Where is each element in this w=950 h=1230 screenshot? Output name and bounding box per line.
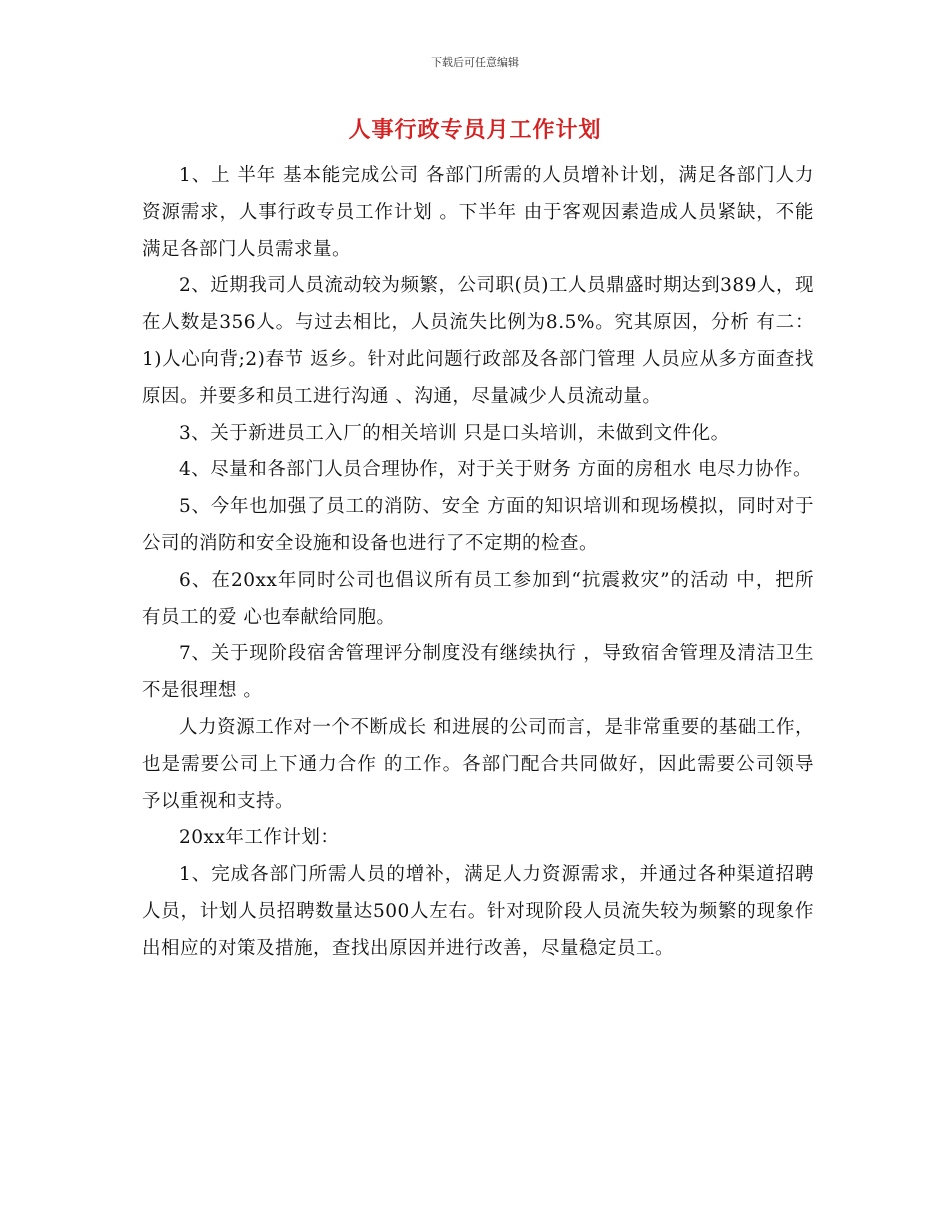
paragraph-8: 人力资源工作对一个不断成长 和进展的公司而言，是非常重要的基础工作，也是需要公司上下通力合作 的工作。各部门配合共同做好，因此需要公司领导 予以重视和支持。	[142, 716, 814, 812]
paragraph-3: 3、关于新进员工入厂的相关培训 只是口头培训，未做到文件化。	[179, 422, 730, 444]
document-body	[142, 158, 814, 968]
paragraph-4: 4、尽量和各部门人员合理协作，对于关于财务 方面的房租水 电尽力协作。	[179, 459, 813, 481]
document-title: 人事行政专员月工作计划	[348, 117, 602, 143]
paragraph-5: 5、今年也加强了员工的消防、安全 方面的知识培训和现场模拟，同时对于公司的消防和安全设施和设备也进行了不定期的检查。	[142, 496, 814, 554]
paragraph-7: 7、关于现阶段宿舍管理评分制度没有继续执行 ，导致宿舍管理及清洁卫生不是很理想 。	[142, 643, 814, 702]
paragraph-2: 2、近期我司人员流动较为频繁，公司职(员)工人员鼎盛时期达到389人，现在人数是356人。与过去相比，人员流失比例为8.5%。究其原因，分析 有二：1)人心向背;2)春节 返乡。针对此问题行政部及各部门管理 人员应从多方面查找原因。并要多和员工进行沟通 、沟通，尽量减少人员流动量。	[142, 275, 814, 407]
section-heading-plan: 20xx年工作计划：	[179, 827, 340, 849]
paragraph-6: 6、在20xx年同时公司也倡议所有员工参加到“抗震救灾”的活动 中，把所有员工的爱 心也奉献给同胞。	[142, 569, 814, 628]
paragraph-10: 1、完成各部门所需人员的增补，满足人力资源需求，并通过各种渠道招聘 人员，计划人员招聘数量达500人左右。针对现阶段人员流失较为频繁的现象作出相应的对策及措施，查找出原因并进行改善，尽量稳定员工。	[142, 864, 814, 959]
header-note: 下载后可任意编辑	[431, 56, 519, 69]
paragraph-1: 1、上 半年 基本能完成公司 各部门所需的人员增补计划，满足各部门人力资源需求，人事行政专员工作计划 。下半年 由于客观因素造成人员紧缺，不能满足各部门人员需求量。	[142, 165, 814, 260]
